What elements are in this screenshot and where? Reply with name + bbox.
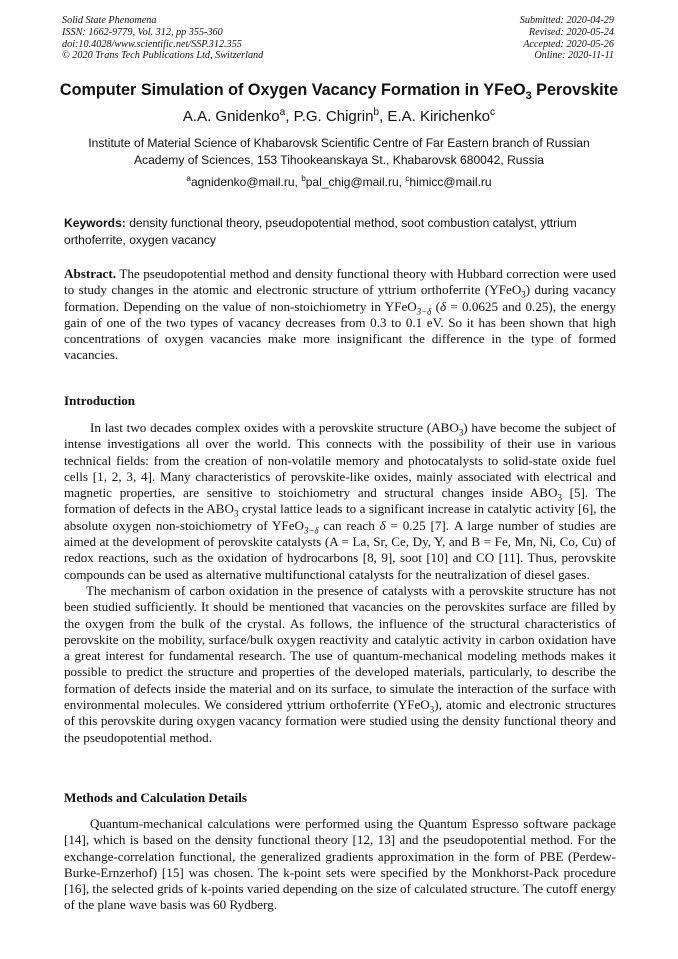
email-mark: c (405, 174, 410, 183)
subscript: 3−δ (416, 306, 432, 317)
subscript: 3−δ (303, 525, 319, 536)
paragraph-text: ) have become the subject of intense investigations all over the world. This connects with the possibility of their use in various technical fields: from the creation of non-volatile memory and photocatalysts to solid-state oxide fuel cells [1, 2, 3, 4]. Many characteristics of perovskite-like oxides, mainly associated with electrical and magnetic properties, are sensitive to stoichiometry and structural changes inside ABO (64, 420, 617, 501)
email-mark: b (301, 174, 306, 183)
paragraph-text: crystal lattice leads to a significant increase in catalytic activity [6], the absolute oxygen non-stoichiometry of YFeO (64, 501, 616, 533)
journal-copyright: © 2020 Trans Tech Publications Ltd, Switzerland (62, 50, 264, 62)
title-subscript: 3 (525, 90, 532, 103)
abstract-label: Abstract. (64, 266, 116, 281)
author-emails (40, 174, 638, 190)
delta-symbol: δ (439, 298, 447, 314)
paragraph-text: In last two decades complex oxides with a perovskite structure (ABO (90, 420, 459, 435)
author-affil-mark: c (489, 107, 496, 118)
paragraph-text: = 0.25 [7]. A large number of studies are aimed at the development of perovskite catalysts (A = La, Sr, Ce, Dy, Y, and B = Fe, Mn, Ni, Co, Cu) of redox reactions, such as the oxidation of hydrocarbons [8, 9], soot [10] and CO [11]. Thus, perovskite compounds can be used as alternative multifunctional catalysts for the neutralization of diesel gases. (64, 517, 616, 582)
abstract-text: The pseudopotential method and density functional theory with Hubbard correction were used to study changes in the atomic and electronic structure of yttrium orthoferrite (YFeO (64, 266, 616, 298)
abstract-text: = 0.0625 and 0.25), the energy gain of one of the two types of vacancy decreases from 0.3 to 0.1 eV. So it has been shown that high concentrations of oxygen vacancies make more insignificant the difference in the type of formed vacancies. (64, 298, 616, 363)
paragraph (64, 583, 616, 746)
journal-issn: ISSN: 1662-9779, Vol. 312, pp 355-360 (62, 26, 223, 38)
delta-symbol: δ (379, 517, 386, 533)
date-submitted: Submitted: 2020-04-29 (519, 15, 614, 26)
journal-name: Solid State Phenomena (62, 15, 157, 26)
email-link[interactable]: pal_chig@mail.ru, (305, 175, 406, 189)
email-link[interactable]: agnidenko@mail.ru, (190, 175, 302, 189)
subscript: 3 (429, 704, 435, 715)
author-chigrin: , P.G. Chigrin (285, 108, 374, 125)
methods-body (64, 816, 616, 914)
subscript: 3 (233, 509, 239, 520)
abstract-text: ) during vacancy formation. Depending on the value of non-stoichiometry in YFeO (64, 282, 616, 314)
paragraph-text: can reach (318, 517, 380, 533)
paper-title (40, 80, 638, 103)
author-kirichenko: , E.A. Kirichenko (379, 108, 490, 125)
journal-info (62, 15, 263, 62)
email-mark: a (186, 174, 191, 183)
keywords-label: Keywords: (64, 216, 126, 230)
paragraph (64, 420, 616, 583)
publication-dates (520, 15, 614, 62)
abstract-text: ( (431, 298, 440, 314)
date-online: Online: 2020-11-11 (534, 50, 614, 62)
title-main: Computer Simulation of Oxygen Vacancy Formation in YFeO (59, 81, 526, 99)
paragraph-text: [5]. The formation of defects in the ABO (64, 485, 616, 517)
subscript: 3 (521, 289, 526, 300)
section-heading-introduction: Introduction (64, 393, 136, 408)
email-link[interactable]: himicc@mail.ru (409, 175, 492, 189)
paragraph-text: The mechanism of carbon oxidation in the presence of catalysts with a perovskite structure has not been studied sufficiently. It should be mentioned that vacancies on the perovskites surface are filled by the oxygen from the bulk of the crystal. As follows, the influence of the structural characteristics of perovskite on the mobility, surface/bulk oxygen reactivity and catalytic activity in carbon oxidation have a great interest for fundamental research. The use of quantum-mechanical modeling methods makes it possible to predict the structure and properties of the developed materials, particularly, to describe the formation of defects inside the material and on its surface, to simulate the interaction of the surface with environmental molecules. We considered yttrium orthoferrite (YFeO (64, 582, 616, 713)
abstract (64, 266, 616, 364)
section-heading-methods: Methods and Calculation Details (64, 790, 247, 805)
paragraph-text: ), atomic and electronic structures of this perovskite during oxygen vacancy formation were studied using the density functional theory and the pseudopotential method. (64, 697, 616, 745)
date-accepted: Accepted: 2020-05-26 (523, 38, 614, 50)
title-tail: Perovskite (531, 81, 619, 99)
author-gnidenko: A.A. Gnidenko (182, 108, 280, 125)
author-list (40, 107, 638, 126)
subscript: 3 (557, 492, 562, 503)
keywords (64, 215, 616, 248)
author-affil-mark: a (279, 107, 286, 118)
affiliation: Institute of Material Science of Khabarovsk Scientific Centre of Far Eastern branch of Russian Academy of Sciences, 153 Tihookeanskaya St., Khabarovsk 680042, Russia (88, 136, 590, 167)
paragraph: Quantum-mechanical calculations were performed using the Quantum Espresso software package [14], which is based on the density functional theory [12, 13] and the pseudopotential method. For the exchange-correlation functional, the generalized gradients approximation in the form of PBE (Perdew-Burke-Ernzerhof) [15] was chosen. The k-point sets were specified by the Monkhorst-Pack procedure [16], the selected grids of k-points varied depending on the size of calculated structure. The cutoff energy of the plane wave basis was 60 Rydberg. (64, 816, 616, 913)
introduction-body (64, 420, 616, 746)
date-revised: Revised: 2020-05-24 (528, 26, 614, 38)
author-affil-mark: b (373, 107, 380, 118)
keywords-text: density functional theory, pseudopotential method, soot combustion catalyst, yttrium orthoferrite, oxygen vacancy (64, 216, 577, 247)
journal-doi[interactable]: doi:10.4028/www.scientific.net/SSP.312.355 (62, 38, 242, 50)
subscript: 3 (458, 427, 464, 438)
